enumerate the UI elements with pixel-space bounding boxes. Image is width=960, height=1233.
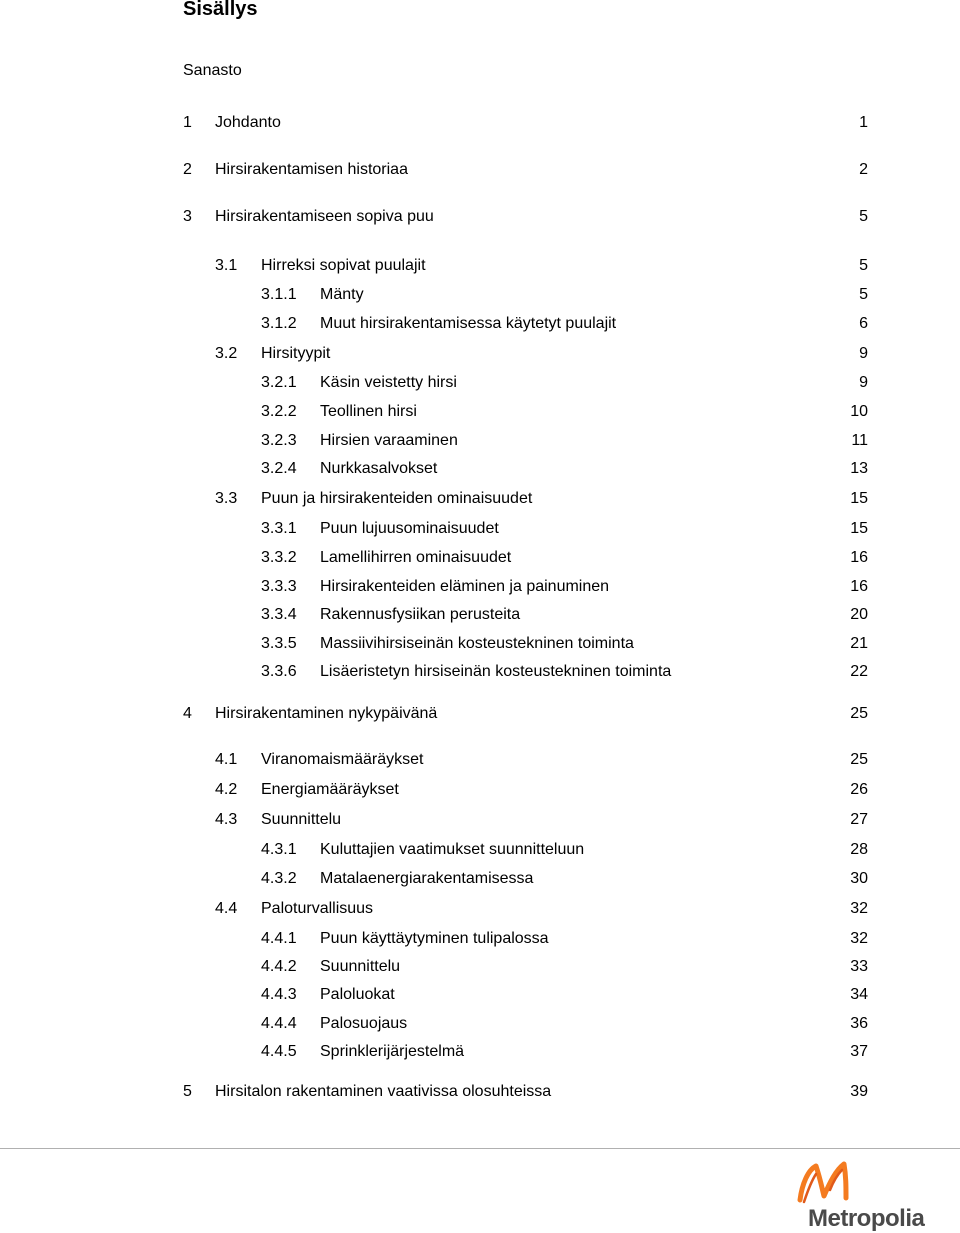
toc-item[interactable]: [0, 1081, 960, 1103]
toc-item-page-number: 20: [850, 606, 868, 623]
toc-item-title: Suunnittelu: [261, 811, 342, 828]
toc-item-title: Suunnittelu: [320, 958, 401, 975]
toc-item-title: Mänty: [320, 286, 364, 303]
toc-item-number: 3.2: [215, 345, 238, 362]
toc-item-title: Hirsirakentaminen nykypäivänä: [215, 705, 438, 722]
toc-item-number: 4.3.1: [261, 841, 297, 858]
toc-item-title: Nurkkasalvokset: [320, 460, 438, 477]
toc-item-title: Johdanto: [215, 114, 281, 131]
toc-item-page-number: 5: [859, 286, 868, 303]
toc-item-title: Puun käyttäytyminen tulipalossa: [320, 930, 549, 947]
toc-item-title: Käsin veistetty hirsi: [320, 374, 457, 391]
toc-item[interactable]: [0, 159, 960, 181]
toc-item-number: 4.4.2: [261, 958, 297, 975]
toc-item-page-number: 10: [850, 403, 868, 420]
toc-item[interactable]: [0, 779, 960, 801]
toc-item-number: 3.2.2: [261, 403, 297, 420]
toc-item-page-number: 22: [850, 663, 868, 680]
toc-item-number: 2: [183, 161, 192, 178]
toc-item-number: 4.4: [215, 900, 238, 917]
toc-item[interactable]: [0, 928, 960, 950]
toc-item-number: 4.3: [215, 811, 238, 828]
toc-item-page-number: 15: [850, 490, 868, 507]
toc-item-number: 3: [183, 208, 192, 225]
toc-item-page-number: 16: [850, 549, 868, 566]
toc-item-page-number: 6: [859, 315, 868, 332]
toc-item[interactable]: [0, 984, 960, 1006]
toc-item-number: 4.4.1: [261, 930, 297, 947]
toc-item-number: 4.1: [215, 751, 238, 768]
toc-item-page-number: 15: [850, 520, 868, 537]
toc-item-title: Hirsirakentamiseen sopiva puu: [215, 208, 434, 225]
toc-item[interactable]: [0, 255, 960, 277]
toc-item-number: 4.3.2: [261, 870, 297, 887]
toc-item[interactable]: [0, 868, 960, 890]
toc-item-number: 4.2: [215, 781, 238, 798]
toc-item[interactable]: [0, 401, 960, 423]
toc-item-number: 3.3.6: [261, 663, 297, 680]
toc-item-page-number: 5: [859, 208, 868, 225]
toc-item[interactable]: [0, 372, 960, 394]
toc-item[interactable]: [0, 661, 960, 683]
toc-item-title: Kuluttajien vaatimukset suunnitteluun: [320, 841, 585, 858]
toc-item-page-number: 2: [859, 161, 868, 178]
toc-item-number: 3.2.1: [261, 374, 297, 391]
toc-item[interactable]: [0, 576, 960, 598]
toc-item-title: Rakennusfysiikan perusteita: [320, 606, 521, 623]
toc-item-page-number: 30: [850, 870, 868, 887]
toc-item-page-number: 26: [850, 781, 868, 798]
toc-item[interactable]: [0, 956, 960, 978]
toc-item[interactable]: [0, 898, 960, 920]
toc-item-page-number: 5: [859, 257, 868, 274]
toc-item[interactable]: [0, 206, 960, 228]
toc-item-title: Paloluokat: [320, 986, 395, 1003]
toc-item-number: 4.4.4: [261, 1015, 297, 1032]
toc-item-page-number: 33: [850, 958, 868, 975]
toc-item[interactable]: [0, 112, 960, 134]
toc-item-page-number: 36: [850, 1015, 868, 1032]
toc-item-page-number: 34: [850, 986, 868, 1003]
toc-item-title: Hirsirakentamisen historiaa: [215, 161, 408, 178]
toc-item-title: Lisäeristetyn hirsiseinän kosteustekninen toiminta: [320, 663, 672, 680]
toc-item-sanasto[interactable]: Sanasto: [183, 62, 242, 79]
toc-item-title: Puun ja hirsirakenteiden ominaisuudet: [261, 490, 533, 507]
toc-item-page-number: 1: [859, 114, 868, 131]
footer-divider: [0, 1148, 960, 1149]
toc-item-title: Energiamääräykset: [261, 781, 399, 798]
toc-item[interactable]: [0, 313, 960, 335]
toc-item-number: 3.1.2: [261, 315, 297, 332]
toc-item-title: Teollinen hirsi: [320, 403, 417, 420]
toc-item-page-number: 13: [850, 460, 868, 477]
toc-item-title: Hirreksi sopivat puulajit: [261, 257, 426, 274]
toc-item-title: Lamellihirren ominaisuudet: [320, 549, 512, 566]
toc-item-title: Hirsityypit: [261, 345, 331, 362]
toc-item-number: 1: [183, 114, 192, 131]
toc-item[interactable]: [0, 703, 960, 725]
toc-item-number: 3.2.4: [261, 460, 297, 477]
toc-item-number: 3.3.1: [261, 520, 297, 537]
toc-item[interactable]: [0, 604, 960, 626]
toc-item-page-number: 9: [859, 345, 868, 362]
toc-item-number: 4.4.5: [261, 1043, 297, 1060]
toc-item-title: Muut hirsirakentamisessa käytetyt puulajit: [320, 315, 617, 332]
toc-item[interactable]: [0, 518, 960, 540]
toc-item-page-number: 32: [850, 900, 868, 917]
toc-item-number: 4: [183, 705, 192, 722]
toc-item[interactable]: [0, 839, 960, 861]
toc-item[interactable]: [0, 1041, 960, 1063]
toc-item-number: 3.3.4: [261, 606, 297, 623]
toc-item-page-number: 16: [850, 578, 868, 595]
toc-item-title: Sprinklerijärjestelmä: [320, 1043, 465, 1060]
toc-item-number: 4.4.3: [261, 986, 297, 1003]
toc-item[interactable]: [0, 488, 960, 510]
toc-item[interactable]: [0, 430, 960, 452]
toc-item-page-number: 11: [851, 432, 868, 449]
toc-item-title: Viranomaismääräykset: [261, 751, 424, 768]
toc-item[interactable]: [0, 633, 960, 655]
toc-item-title: Paloturvallisuus: [261, 900, 374, 917]
toc-item-page-number: 32: [850, 930, 868, 947]
toc-item-title: Hirsirakenteiden eläminen ja painuminen: [320, 578, 610, 595]
metropolia-logo-text: Metropolia: [808, 1205, 925, 1232]
toc-item-page-number: 21: [850, 635, 868, 652]
toc-item-page-number: 25: [850, 705, 868, 722]
toc-item-number: 3.1: [215, 257, 238, 274]
toc-item-title: Massiivihirsiseinän kosteustekninen toiminta: [320, 635, 634, 652]
toc-item-title: Palosuojaus: [320, 1015, 408, 1032]
toc-item-page-number: 25: [850, 751, 868, 768]
toc-item[interactable]: [0, 1013, 960, 1035]
toc-item-title: Matalaenergiarakentamisessa: [320, 870, 534, 887]
toc-item-page-number: 37: [850, 1043, 868, 1060]
toc-item[interactable]: [0, 284, 960, 306]
toc-item-title: Hirsitalon rakentaminen vaativissa olosuhteissa: [215, 1083, 552, 1100]
toc-item-page-number: 39: [850, 1083, 868, 1100]
toc-item-number: 3.3.5: [261, 635, 297, 652]
toc-item[interactable]: [0, 749, 960, 771]
toc-item[interactable]: [0, 458, 960, 480]
toc-item-page-number: 28: [850, 841, 868, 858]
toc-item[interactable]: [0, 809, 960, 831]
toc-item-number: 5: [183, 1083, 192, 1100]
toc-item-number: 3.3: [215, 490, 238, 507]
toc-item[interactable]: [0, 547, 960, 569]
toc-item-number: 3.1.1: [261, 286, 297, 303]
toc-item[interactable]: [0, 343, 960, 365]
toc-item-number: 3.2.3: [261, 432, 297, 449]
toc-item-page-number: 9: [859, 374, 868, 391]
toc-item-title: Puun lujuusominaisuudet: [320, 520, 499, 537]
toc-item-number: 3.3.2: [261, 549, 297, 566]
toc-item-title: Hirsien varaaminen: [320, 432, 458, 449]
toc-item-number: 3.3.3: [261, 578, 297, 595]
toc-item-page-number: 27: [850, 811, 868, 828]
page-title: Sisällys: [183, 0, 258, 20]
